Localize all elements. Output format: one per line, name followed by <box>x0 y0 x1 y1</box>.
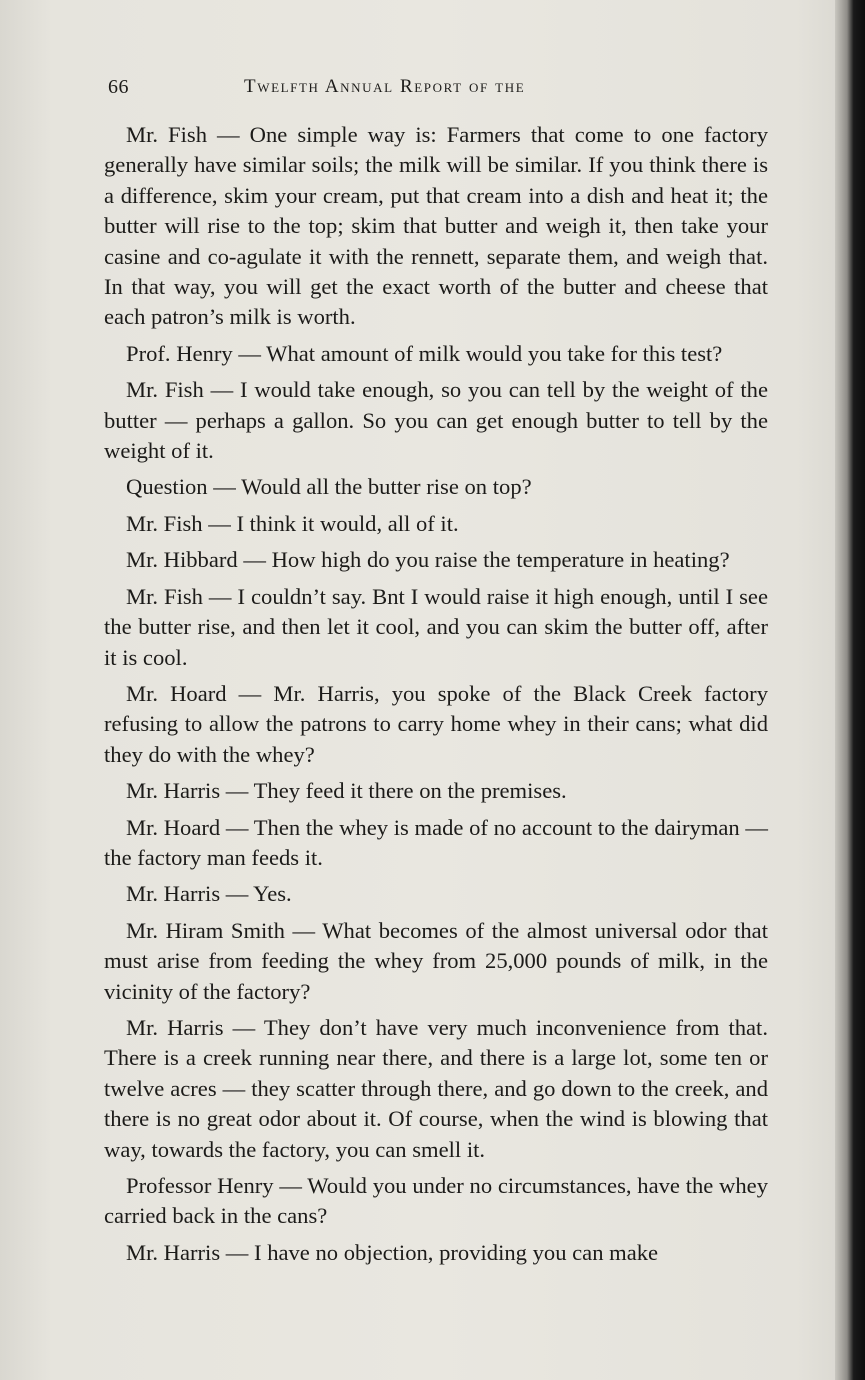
book-binding-edge <box>835 0 865 1380</box>
paragraph: Mr. Fish — I couldn’t say. Bnt I would raise it high enough, until I see the butter rise, and then let it cool, and you can skim the butter off, after it is cool. <box>104 583 768 670</box>
paragraph: Mr. Harris — I have no objection, providing you can make <box>126 1239 659 1265</box>
paragraph: Mr. Fish — I would take enough, so you can tell by the weight of the butter — perhaps a gallon. So you can get enough butter to tell by the weight of it. <box>104 377 768 464</box>
paragraph: Mr. Harris — They don’t have very much inconvenience from that. There is a creek running near there, and there is a large lot, some ten or twelve acres — they scatter through there, and go down to the creek, and there is no great odor about it. Of course, when the wind is blowing that way, towards the factory, you can smell it. <box>104 1014 768 1162</box>
paragraph: Prof. Henry — What amount of milk would you take for this test? <box>126 340 723 366</box>
paragraph: Mr. Fish — One simple way is: Farmers that come to one factory generally have similar soils; the milk will be similar. If you think there is a difference, skim your cream, put that cream into a dish and heat it; the butter will rise to the top; skim that butter and weigh it, then take your casine and co-agulate it with the rennett, separate them, and weigh that. In that way, you will get the exact worth of the butter and cheese that each patron’s milk is worth. <box>104 122 768 330</box>
page-body <box>104 120 768 1274</box>
paragraph: Professor Henry — Would you under no circumstances, have the whey carried back in the cans? <box>104 1173 768 1229</box>
page-header <box>108 76 768 106</box>
page-number: 66 <box>108 76 129 98</box>
paragraph: Mr. Hiram Smith — What becomes of the almost universal odor that must arise from feeding the whey from 25,000 pounds of milk, in the vicinity of the factory? <box>104 917 768 1004</box>
paragraph: Question — Would all the butter rise on top? <box>126 474 532 500</box>
paragraph: Mr. Harris — They feed it there on the premises. <box>126 778 567 804</box>
paragraph: Mr. Hoard — Then the whey is made of no account to the dairyman — the factory man feeds it. <box>104 814 768 870</box>
paragraph: Mr. Harris — Yes. <box>126 881 292 907</box>
running-head: Twelfth Annual Report of the <box>244 76 526 97</box>
paragraph: Mr. Fish — I think it would, all of it. <box>126 510 459 536</box>
paragraph: Mr. Hibbard — How high do you raise the temperature in heating? <box>126 547 730 573</box>
paragraph: Mr. Hoard — Mr. Harris, you spoke of the Black Creek factory refusing to allow the patrons to carry home whey in their cans; what did they do with the whey? <box>104 680 768 767</box>
